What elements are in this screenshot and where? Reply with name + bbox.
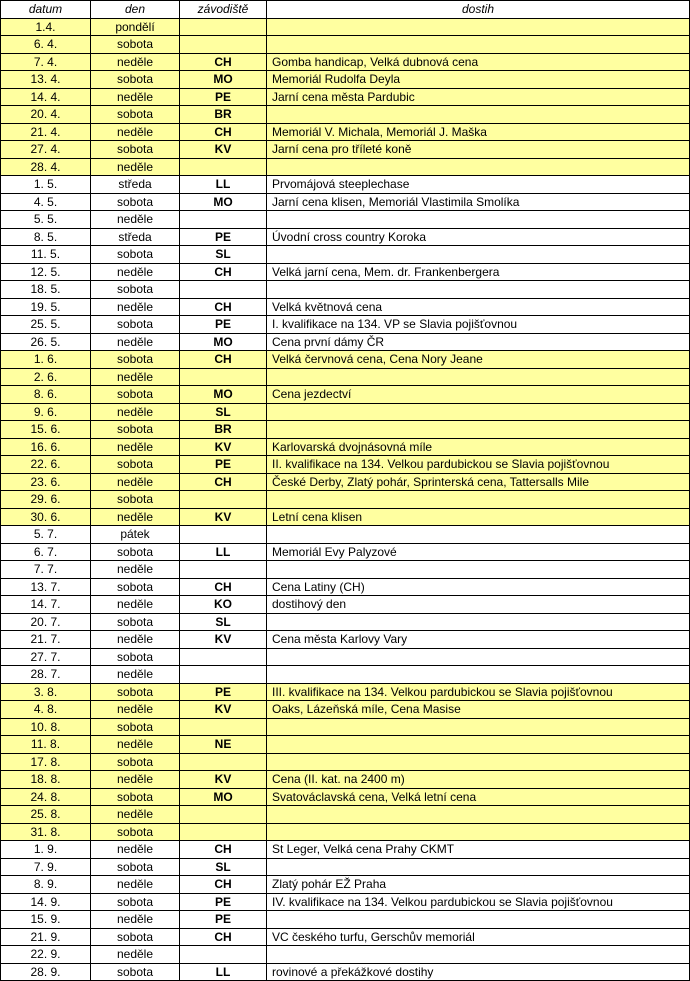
cell-venue [180,753,267,771]
cell-date: 2. 6. [1,368,91,386]
table-row [1,228,690,246]
cell-day: sobota [91,543,180,561]
cell-date: 13. 7. [1,578,91,596]
cell-race: Karlovarská dvojnásovná míle [267,438,690,456]
cell-date: 21. 4. [1,123,91,141]
table-row [1,858,690,876]
cell-race [267,526,690,544]
cell-day: sobota [91,456,180,474]
table-row [1,491,690,509]
cell-day: sobota [91,578,180,596]
table-row [1,123,690,141]
cell-day: neděle [91,88,180,106]
cell-date: 7. 9. [1,858,91,876]
cell-race [267,946,690,964]
cell-race: Zlatý pohár EŽ Praha [267,876,690,894]
cell-venue: LL [180,543,267,561]
cell-venue: KO [180,596,267,614]
cell-day: sobota [91,106,180,124]
cell-venue: BR [180,106,267,124]
table-body [1,18,690,981]
cell-day: středa [91,176,180,194]
cell-venue: PE [180,456,267,474]
cell-date: 21. 9. [1,928,91,946]
cell-venue: MO [180,788,267,806]
cell-day: neděle [91,736,180,754]
table-row [1,561,690,579]
cell-day: sobota [91,823,180,841]
cell-venue: KV [180,771,267,789]
cell-date: 16. 6. [1,438,91,456]
table-row [1,351,690,369]
cell-day: neděle [91,298,180,316]
cell-date: 24. 8. [1,788,91,806]
cell-race: rovinové a překážkové dostihy [267,963,690,981]
cell-race [267,281,690,299]
table-row [1,281,690,299]
cell-day: neděle [91,946,180,964]
cell-day: sobota [91,386,180,404]
table-row [1,386,690,404]
cell-venue: KV [180,438,267,456]
cell-race [267,368,690,386]
cell-day: sobota [91,963,180,981]
table-row [1,771,690,789]
cell-date: 4. 5. [1,193,91,211]
cell-date: 7. 7. [1,561,91,579]
cell-race: Velká květnová cena [267,298,690,316]
cell-venue: CH [180,53,267,71]
cell-race: Velká červnová cena, Cena Nory Jeane [267,351,690,369]
cell-venue: MO [180,193,267,211]
cell-day: neděle [91,596,180,614]
cell-race: Memoriál Evy Palyzové [267,543,690,561]
table-row [1,36,690,54]
cell-race [267,18,690,36]
cell-venue: MO [180,386,267,404]
cell-race [267,246,690,264]
cell-venue [180,368,267,386]
cell-date: 5. 5. [1,211,91,229]
cell-date: 12. 5. [1,263,91,281]
cell-venue [180,823,267,841]
cell-day: sobota [91,718,180,736]
cell-day: neděle [91,438,180,456]
table-row [1,438,690,456]
table-row [1,578,690,596]
cell-race [267,718,690,736]
cell-race: České Derby, Zlatý pohár, Sprinterská cena, Tattersalls Mile [267,473,690,491]
table-row [1,193,690,211]
cell-day: neděle [91,876,180,894]
table-row [1,473,690,491]
cell-race [267,823,690,841]
cell-day: sobota [91,613,180,631]
table-row [1,246,690,264]
table-row [1,596,690,614]
cell-venue: MO [180,71,267,89]
cell-venue [180,561,267,579]
cell-race: Velká jarní cena, Mem. dr. Frankenbergera [267,263,690,281]
cell-date: 11. 5. [1,246,91,264]
cell-day: sobota [91,648,180,666]
cell-race: Svatováclavská cena, Velká letní cena [267,788,690,806]
table-row [1,333,690,351]
cell-date: 22. 6. [1,456,91,474]
table-row [1,648,690,666]
cell-race [267,858,690,876]
cell-race [267,806,690,824]
cell-venue: BR [180,421,267,439]
cell-venue: PE [180,228,267,246]
cell-date: 21. 7. [1,631,91,649]
table-row [1,403,690,421]
cell-venue: CH [180,841,267,859]
cell-race [267,613,690,631]
cell-day: sobota [91,71,180,89]
cell-venue [180,36,267,54]
cell-race: Jarní cena města Pardubic [267,88,690,106]
cell-day: neděle [91,841,180,859]
cell-venue [180,211,267,229]
table-row [1,526,690,544]
cell-venue: CH [180,473,267,491]
cell-race: Cena jezdectví [267,386,690,404]
cell-race: Jarní cena klisen, Memoriál Vlastimila Smolíka [267,193,690,211]
cell-day: neděle [91,53,180,71]
cell-day: neděle [91,508,180,526]
cell-venue: LL [180,176,267,194]
table-row [1,421,690,439]
cell-venue: KV [180,701,267,719]
cell-day: neděle [91,911,180,929]
cell-race: IV. kvalifikace na 134. Velkou pardubickou se Slavia pojišťovnou [267,893,690,911]
cell-race: Cena první dámy ČR [267,333,690,351]
table-row [1,456,690,474]
table-row [1,368,690,386]
cell-day: sobota [91,491,180,509]
cell-day: neděle [91,771,180,789]
cell-venue [180,666,267,684]
cell-day: neděle [91,561,180,579]
cell-date: 7. 4. [1,53,91,71]
cell-race: I. kvalifikace na 134. VP se Slavia pojišťovnou [267,316,690,334]
cell-day: sobota [91,928,180,946]
table-row [1,316,690,334]
cell-venue [180,648,267,666]
cell-venue: KV [180,631,267,649]
cell-date: 19. 5. [1,298,91,316]
cell-race: Letní cena klisen [267,508,690,526]
table-row [1,736,690,754]
cell-date: 1. 5. [1,176,91,194]
cell-race: Jarní cena pro tříleté koně [267,141,690,159]
cell-venue: PE [180,911,267,929]
cell-day: neděle [91,666,180,684]
cell-day: neděle [91,473,180,491]
cell-date: 1. 9. [1,841,91,859]
table-row [1,263,690,281]
cell-venue: CH [180,123,267,141]
cell-day: pondělí [91,18,180,36]
cell-venue: KV [180,141,267,159]
table-row [1,176,690,194]
table-row [1,701,690,719]
cell-date: 8. 9. [1,876,91,894]
header-venue: závodiště [180,1,267,19]
cell-venue: SL [180,858,267,876]
cell-race [267,911,690,929]
cell-date: 27. 4. [1,141,91,159]
cell-day: středa [91,228,180,246]
cell-venue [180,158,267,176]
cell-date: 14. 9. [1,893,91,911]
table-row [1,298,690,316]
cell-race [267,421,690,439]
table-row [1,141,690,159]
cell-race: Úvodní cross country Koroka [267,228,690,246]
cell-venue [180,806,267,824]
cell-day: neděle [91,158,180,176]
cell-day: neděle [91,123,180,141]
cell-date: 20. 4. [1,106,91,124]
cell-date: 8. 5. [1,228,91,246]
cell-race [267,753,690,771]
cell-venue: NE [180,736,267,754]
cell-venue [180,491,267,509]
cell-date: 17. 8. [1,753,91,771]
cell-race: St Leger, Velká cena Prahy CKMT [267,841,690,859]
cell-race: dostihový den [267,596,690,614]
cell-venue: CH [180,928,267,946]
cell-date: 23. 6. [1,473,91,491]
table-row [1,158,690,176]
cell-day: sobota [91,193,180,211]
cell-venue: PE [180,316,267,334]
cell-day: sobota [91,788,180,806]
header-date: datum [1,1,91,19]
cell-day: sobota [91,316,180,334]
table-row [1,18,690,36]
table-row [1,53,690,71]
cell-race: Memoriál V. Michala, Memoriál J. Maška [267,123,690,141]
cell-date: 14. 7. [1,596,91,614]
cell-date: 14. 4. [1,88,91,106]
cell-race: Memoriál Rudolfa Deyla [267,71,690,89]
cell-race: Prvomájová steeplechase [267,176,690,194]
cell-day: sobota [91,753,180,771]
cell-venue: CH [180,298,267,316]
cell-date: 25. 8. [1,806,91,824]
cell-venue [180,526,267,544]
table-row [1,806,690,824]
table-header [1,1,690,19]
table-row [1,631,690,649]
cell-venue [180,946,267,964]
cell-day: neděle [91,211,180,229]
cell-date: 1.4. [1,18,91,36]
cell-date: 4. 8. [1,701,91,719]
cell-day: sobota [91,141,180,159]
table-row [1,963,690,981]
cell-race: VC českého turfu, Gerschův memoriál [267,928,690,946]
cell-day: pátek [91,526,180,544]
header-race: dostih [267,1,690,19]
cell-date: 28. 4. [1,158,91,176]
cell-day: sobota [91,281,180,299]
cell-day: sobota [91,36,180,54]
table-row [1,911,690,929]
cell-race [267,648,690,666]
cell-venue: PE [180,893,267,911]
cell-venue: SL [180,403,267,421]
cell-date: 6. 7. [1,543,91,561]
cell-date: 18. 5. [1,281,91,299]
cell-race: Cena (II. kat. na 2400 m) [267,771,690,789]
cell-date: 6. 4. [1,36,91,54]
cell-date: 28. 7. [1,666,91,684]
cell-date: 1. 6. [1,351,91,369]
cell-date: 9. 6. [1,403,91,421]
cell-day: neděle [91,701,180,719]
table-row [1,71,690,89]
table-row [1,893,690,911]
cell-date: 31. 8. [1,823,91,841]
table-row [1,928,690,946]
cell-race: III. kvalifikace na 134. Velkou pardubickou se Slavia pojišťovnou [267,683,690,701]
cell-day: neděle [91,631,180,649]
cell-date: 8. 6. [1,386,91,404]
cell-venue [180,281,267,299]
cell-date: 18. 8. [1,771,91,789]
table-row [1,106,690,124]
table-row [1,211,690,229]
cell-race: Cena města Karlovy Vary [267,631,690,649]
cell-date: 25. 5. [1,316,91,334]
cell-venue: MO [180,333,267,351]
cell-venue: KV [180,508,267,526]
table-row [1,876,690,894]
cell-day: sobota [91,683,180,701]
cell-venue: SL [180,246,267,264]
cell-date: 22. 9. [1,946,91,964]
cell-race [267,736,690,754]
cell-date: 15. 6. [1,421,91,439]
cell-venue: CH [180,351,267,369]
cell-day: neděle [91,368,180,386]
cell-date: 28. 9. [1,963,91,981]
cell-race [267,491,690,509]
table-row [1,543,690,561]
table-row [1,666,690,684]
cell-day: sobota [91,246,180,264]
cell-venue [180,718,267,736]
table-row [1,613,690,631]
cell-date: 27. 7. [1,648,91,666]
cell-race [267,211,690,229]
cell-date: 29. 6. [1,491,91,509]
cell-race: Oaks, Lázeňská míle, Cena Masise [267,701,690,719]
cell-date: 15. 9. [1,911,91,929]
table-row [1,508,690,526]
cell-day: neděle [91,403,180,421]
cell-venue: SL [180,613,267,631]
cell-date: 10. 8. [1,718,91,736]
table-row [1,753,690,771]
cell-day: sobota [91,858,180,876]
cell-venue: CH [180,263,267,281]
cell-race [267,158,690,176]
cell-date: 11. 8. [1,736,91,754]
header-day: den [91,1,180,19]
table-row [1,88,690,106]
cell-day: sobota [91,421,180,439]
table-row [1,718,690,736]
table-row [1,823,690,841]
cell-date: 13. 4. [1,71,91,89]
cell-day: neděle [91,806,180,824]
cell-date: 26. 5. [1,333,91,351]
cell-day: neděle [91,333,180,351]
table-row [1,683,690,701]
cell-race [267,106,690,124]
cell-race [267,36,690,54]
cell-venue: PE [180,683,267,701]
cell-race: Gomba handicap, Velká dubnová cena [267,53,690,71]
cell-race [267,403,690,421]
cell-date: 3. 8. [1,683,91,701]
table-row [1,946,690,964]
cell-date: 20. 7. [1,613,91,631]
cell-date: 30. 6. [1,508,91,526]
cell-day: sobota [91,351,180,369]
table-row [1,788,690,806]
header-row [1,1,690,19]
cell-venue [180,18,267,36]
cell-venue: CH [180,876,267,894]
cell-venue: LL [180,963,267,981]
cell-race: II. kvalifikace na 134. Velkou pardubickou se Slavia pojišťovnou [267,456,690,474]
cell-venue: CH [180,578,267,596]
cell-day: sobota [91,893,180,911]
cell-venue: PE [180,88,267,106]
cell-race [267,561,690,579]
table-row [1,841,690,859]
cell-date: 5. 7. [1,526,91,544]
cell-race: Cena Latiny (CH) [267,578,690,596]
cell-race [267,666,690,684]
cell-day: neděle [91,263,180,281]
